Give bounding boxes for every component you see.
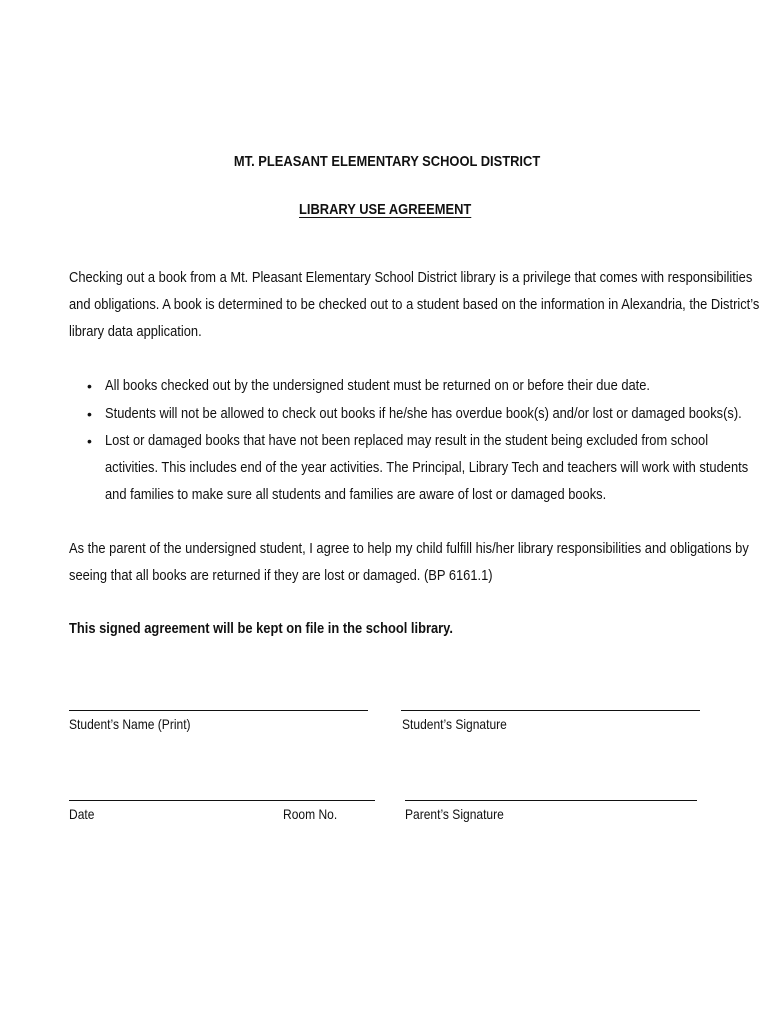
intro-line: library data application. <box>69 323 202 340</box>
bullet-dot: • <box>87 433 92 449</box>
room-number-label: Room No. <box>283 806 338 822</box>
date-room-line[interactable] <box>69 800 375 801</box>
district-title: MT. PLEASANT ELEMENTARY SCHOOL DISTRICT <box>233 153 541 170</box>
bullet-dot: • <box>87 406 92 422</box>
file-statement: This signed agreement will be kept on file in the school library. <box>69 620 453 637</box>
agreement-title: LIBRARY USE AGREEMENT <box>298 201 472 218</box>
parent-line: As the parent of the undersigned student, I agree to help my child fulfill his/her library responsibilities and obligations by <box>69 540 749 557</box>
intro-line: and obligations. A book is determined to be checked out to a student based on the information in Alexandria, the District’s <box>69 296 760 313</box>
date-label: Date <box>69 806 95 822</box>
student-name-line[interactable] <box>69 710 368 711</box>
student-signature-line[interactable] <box>401 710 700 711</box>
student-signature-label: Student’s Signature <box>402 716 507 732</box>
bullet-text: Lost or damaged books that have not been replaced may result in the student being excluded from school <box>105 432 709 449</box>
bullet-text: and families to make sure all students and families are aware of lost or damaged books. <box>105 486 607 503</box>
bullet-text: All books checked out by the undersigned student must be returned on or before their due date. <box>105 377 651 394</box>
bullet-text: Students will not be allowed to check out books if he/she has overdue book(s) and/or lost or damaged books(s). <box>105 405 742 422</box>
bullet-dot: • <box>87 378 92 394</box>
intro-line: Checking out a book from a Mt. Pleasant Elementary School District library is a privilege that comes with responsibilities <box>69 269 753 286</box>
parent-signature-line[interactable] <box>405 800 697 801</box>
parent-line: seeing that all books are returned if they are lost or damaged. (BP 6161.1) <box>69 567 493 584</box>
parent-signature-label: Parent’s Signature <box>405 806 504 822</box>
student-name-label: Student’s Name (Print) <box>69 716 191 732</box>
bullet-text: activities. This includes end of the year activities. The Principal, Library Tech and teachers will work with students <box>105 459 749 476</box>
